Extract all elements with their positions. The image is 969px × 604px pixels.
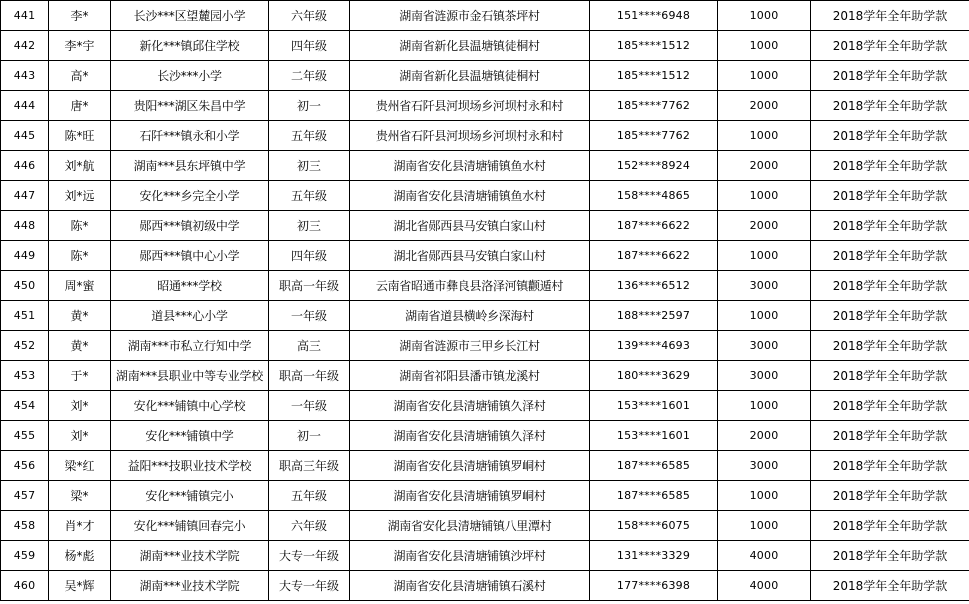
cell-serial-number: 445: [1, 121, 49, 151]
cell-home-address: 湖南省安化县清塘铺镇鱼水村: [350, 151, 590, 181]
cell-grade: 六年级: [269, 511, 350, 541]
cell-phone: 152****8924: [590, 151, 718, 181]
table-row: [1, 151, 969, 181]
cell-home-address: 湖南省安化县清塘铺镇久泽村: [350, 421, 590, 451]
table-row: [1, 541, 969, 571]
cell-phone: 139****4693: [590, 331, 718, 361]
cell-amount: 1000: [718, 31, 811, 61]
cell-note: 2018学年全年助学款: [811, 391, 969, 421]
cell-note: 2018学年全年助学款: [811, 61, 969, 91]
cell-recipient-name: 周*蜜: [49, 271, 111, 301]
cell-amount: 1000: [718, 181, 811, 211]
cell-school: 安化***铺镇中学: [111, 421, 269, 451]
cell-note: 2018学年全年助学款: [811, 31, 969, 61]
cell-recipient-name: 唐*: [49, 91, 111, 121]
cell-phone: 180****3629: [590, 361, 718, 391]
cell-amount: 3000: [718, 271, 811, 301]
cell-school: 昭通***学校: [111, 271, 269, 301]
cell-grade: 高三: [269, 331, 350, 361]
cell-school: 安化***铺镇回春完小: [111, 511, 269, 541]
cell-grade: 职高三年级: [269, 451, 350, 481]
cell-note: 2018学年全年助学款: [811, 121, 969, 151]
cell-home-address: 云南省昭通市彝良县洛泽河镇颧遁村: [350, 271, 590, 301]
cell-recipient-name: 陈*: [49, 241, 111, 271]
cell-serial-number: 457: [1, 481, 49, 511]
cell-recipient-name: 黄*: [49, 331, 111, 361]
cell-recipient-name: 刘*航: [49, 151, 111, 181]
cell-amount: 1000: [718, 1, 811, 31]
cell-recipient-name: 梁*: [49, 481, 111, 511]
cell-serial-number: 458: [1, 511, 49, 541]
cell-phone: 153****1601: [590, 421, 718, 451]
cell-amount: 1000: [718, 481, 811, 511]
table-row: [1, 211, 969, 241]
cell-phone: 187****6622: [590, 211, 718, 241]
cell-amount: 1000: [718, 121, 811, 151]
cell-school: 安化***铺镇完小: [111, 481, 269, 511]
cell-amount: 2000: [718, 91, 811, 121]
cell-recipient-name: 陈*旺: [49, 121, 111, 151]
cell-home-address: 湖南省新化县温塘镇徒桐村: [350, 61, 590, 91]
cell-school: 道县***心小学: [111, 301, 269, 331]
cell-recipient-name: 高*: [49, 61, 111, 91]
cell-amount: 4000: [718, 571, 811, 601]
table-row: [1, 61, 969, 91]
cell-note: 2018学年全年助学款: [811, 481, 969, 511]
cell-grade: 初一: [269, 421, 350, 451]
table-row: [1, 571, 969, 601]
cell-phone: 136****6512: [590, 271, 718, 301]
cell-serial-number: 455: [1, 421, 49, 451]
cell-serial-number: 441: [1, 1, 49, 31]
table-row: [1, 1, 969, 31]
table-row: [1, 181, 969, 211]
cell-serial-number: 456: [1, 451, 49, 481]
cell-home-address: 湖北省郧西县马安镇白家山村: [350, 211, 590, 241]
cell-recipient-name: 杨*彪: [49, 541, 111, 571]
cell-phone: 151****6948: [590, 1, 718, 31]
cell-amount: 3000: [718, 361, 811, 391]
cell-grade: 一年级: [269, 391, 350, 421]
cell-school: 安化***铺镇中心学校: [111, 391, 269, 421]
cell-grade: 四年级: [269, 241, 350, 271]
table-row: [1, 451, 969, 481]
cell-home-address: 湖南省祁阳县潘市镇龙溪村: [350, 361, 590, 391]
cell-grade: 大专一年级: [269, 541, 350, 571]
cell-recipient-name: 于*: [49, 361, 111, 391]
cell-note: 2018学年全年助学款: [811, 181, 969, 211]
cell-home-address: 湖南省涟源市三甲乡长江村: [350, 331, 590, 361]
cell-home-address: 湖南省安化县清塘铺镇久泽村: [350, 391, 590, 421]
cell-phone: 153****1601: [590, 391, 718, 421]
cell-grade: 四年级: [269, 31, 350, 61]
cell-serial-number: 447: [1, 181, 49, 211]
cell-amount: 4000: [718, 541, 811, 571]
cell-recipient-name: 刘*远: [49, 181, 111, 211]
cell-school: 湖南***县东坪镇中学: [111, 151, 269, 181]
cell-note: 2018学年全年助学款: [811, 511, 969, 541]
cell-phone: 187****6622: [590, 241, 718, 271]
cell-grade: 二年级: [269, 61, 350, 91]
cell-grade: 五年级: [269, 481, 350, 511]
table-row: [1, 271, 969, 301]
table-row: [1, 361, 969, 391]
cell-serial-number: 459: [1, 541, 49, 571]
cell-recipient-name: 吴*辉: [49, 571, 111, 601]
cell-serial-number: 451: [1, 301, 49, 331]
cell-note: 2018学年全年助学款: [811, 331, 969, 361]
cell-grade: 五年级: [269, 121, 350, 151]
table-row: [1, 121, 969, 151]
cell-note: 2018学年全年助学款: [811, 571, 969, 601]
cell-school: 安化***乡完全小学: [111, 181, 269, 211]
table-body: [1, 1, 969, 601]
cell-home-address: 湖北省郧西县马安镇白家山村: [350, 241, 590, 271]
cell-phone: 177****6398: [590, 571, 718, 601]
table-row: [1, 301, 969, 331]
cell-serial-number: 442: [1, 31, 49, 61]
cell-phone: 187****6585: [590, 451, 718, 481]
cell-phone: 158****4865: [590, 181, 718, 211]
cell-note: 2018学年全年助学款: [811, 361, 969, 391]
cell-school: 湖南***业技术学院: [111, 571, 269, 601]
cell-recipient-name: 陈*: [49, 211, 111, 241]
cell-home-address: 湖南省安化县清塘铺镇八里潭村: [350, 511, 590, 541]
cell-phone: 188****2597: [590, 301, 718, 331]
cell-school: 贵阳***湖区朱昌中学: [111, 91, 269, 121]
cell-amount: 1000: [718, 241, 811, 271]
cell-serial-number: 460: [1, 571, 49, 601]
cell-home-address: 湖南省道县横岭乡深海村: [350, 301, 590, 331]
cell-recipient-name: 李*宇: [49, 31, 111, 61]
cell-recipient-name: 刘*: [49, 391, 111, 421]
table-row: [1, 331, 969, 361]
cell-home-address: 湖南省新化县温塘镇徒桐村: [350, 31, 590, 61]
cell-home-address: 湖南省安化县清塘铺镇罗峒村: [350, 451, 590, 481]
cell-phone: 185****7762: [590, 121, 718, 151]
cell-note: 2018学年全年助学款: [811, 541, 969, 571]
cell-phone: 185****1512: [590, 61, 718, 91]
cell-recipient-name: 黄*: [49, 301, 111, 331]
cell-home-address: 贵州省石阡县河坝场乡河坝村永和村: [350, 121, 590, 151]
cell-note: 2018学年全年助学款: [811, 211, 969, 241]
cell-amount: 2000: [718, 421, 811, 451]
cell-serial-number: 448: [1, 211, 49, 241]
cell-recipient-name: 肖*才: [49, 511, 111, 541]
cell-school: 湖南***市私立行知中学: [111, 331, 269, 361]
cell-phone: 158****6075: [590, 511, 718, 541]
cell-note: 2018学年全年助学款: [811, 1, 969, 31]
cell-grade: 六年级: [269, 1, 350, 31]
cell-note: 2018学年全年助学款: [811, 151, 969, 181]
cell-phone: 187****6585: [590, 481, 718, 511]
cell-school: 益阳***技职业技术学校: [111, 451, 269, 481]
cell-grade: 初一: [269, 91, 350, 121]
table-row: [1, 31, 969, 61]
cell-grade: 初三: [269, 151, 350, 181]
table-row: [1, 241, 969, 271]
cell-school: 郧西***镇中心小学: [111, 241, 269, 271]
cell-school: 长沙***小学: [111, 61, 269, 91]
table-row: [1, 91, 969, 121]
cell-home-address: 湖南省安化县清塘铺镇石溪村: [350, 571, 590, 601]
cell-note: 2018学年全年助学款: [811, 271, 969, 301]
cell-amount: 1000: [718, 61, 811, 91]
cell-phone: 185****7762: [590, 91, 718, 121]
table-row: [1, 421, 969, 451]
cell-school: 湖南***业技术学院: [111, 541, 269, 571]
cell-school: 长沙***区望麓园小学: [111, 1, 269, 31]
cell-note: 2018学年全年助学款: [811, 451, 969, 481]
cell-home-address: 湖南省安化县清塘铺镇鱼水村: [350, 181, 590, 211]
cell-amount: 1000: [718, 301, 811, 331]
table-row: [1, 511, 969, 541]
table-row: [1, 481, 969, 511]
cell-serial-number: 446: [1, 151, 49, 181]
cell-recipient-name: 李*: [49, 1, 111, 31]
cell-grade: 职高一年级: [269, 361, 350, 391]
cell-recipient-name: 刘*: [49, 421, 111, 451]
cell-amount: 2000: [718, 151, 811, 181]
cell-school: 湖南***县职业中等专业学校: [111, 361, 269, 391]
cell-grade: 初三: [269, 211, 350, 241]
cell-recipient-name: 梁*红: [49, 451, 111, 481]
cell-serial-number: 449: [1, 241, 49, 271]
cell-home-address: 湖南省安化县清塘铺镇罗峒村: [350, 481, 590, 511]
cell-phone: 185****1512: [590, 31, 718, 61]
cell-grade: 一年级: [269, 301, 350, 331]
cell-serial-number: 444: [1, 91, 49, 121]
cell-school: 石阡***镇永和小学: [111, 121, 269, 151]
cell-note: 2018学年全年助学款: [811, 241, 969, 271]
cell-grade: 大专一年级: [269, 571, 350, 601]
cell-home-address: 湖南省安化县清塘铺镇沙坪村: [350, 541, 590, 571]
cell-note: 2018学年全年助学款: [811, 91, 969, 121]
cell-amount: 2000: [718, 211, 811, 241]
cell-note: 2018学年全年助学款: [811, 421, 969, 451]
cell-note: 2018学年全年助学款: [811, 301, 969, 331]
cell-serial-number: 454: [1, 391, 49, 421]
cell-school: 郧西***镇初级中学: [111, 211, 269, 241]
cell-home-address: 湖南省涟源市金石镇茶坪村: [350, 1, 590, 31]
cell-amount: 3000: [718, 331, 811, 361]
cell-grade: 职高一年级: [269, 271, 350, 301]
cell-serial-number: 452: [1, 331, 49, 361]
table-row: [1, 391, 969, 421]
cell-amount: 1000: [718, 511, 811, 541]
cell-amount: 1000: [718, 391, 811, 421]
cell-amount: 3000: [718, 451, 811, 481]
cell-serial-number: 453: [1, 361, 49, 391]
cell-grade: 五年级: [269, 181, 350, 211]
cell-home-address: 贵州省石阡县河坝场乡河坝村永和村: [350, 91, 590, 121]
cell-serial-number: 450: [1, 271, 49, 301]
cell-school: 新化***镇邱住学校: [111, 31, 269, 61]
cell-serial-number: 443: [1, 61, 49, 91]
cell-phone: 131****3329: [590, 541, 718, 571]
